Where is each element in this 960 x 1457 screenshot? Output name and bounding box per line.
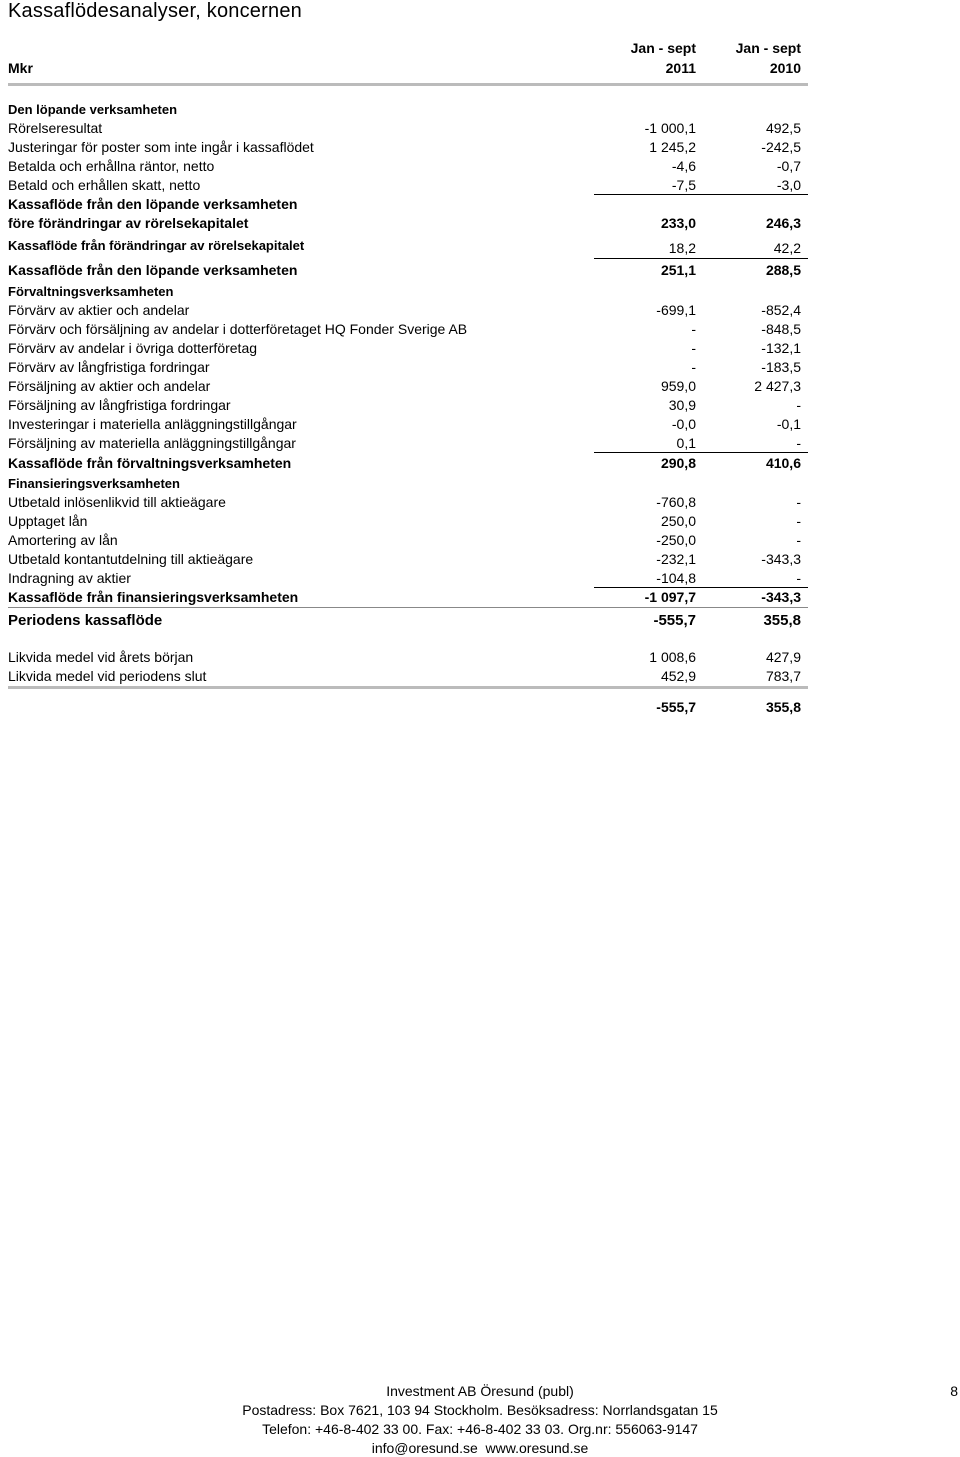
table-row: Betalda och erhållna räntor, netto -4,6 -0,7 [8, 158, 801, 174]
total-row-operating: Kassaflöde från den löpande verksamheten 251,1 288,5 [8, 262, 801, 278]
check-sum-row: -555,7 355,8 [656, 699, 801, 715]
col1-header-line2: 2011 [665, 60, 696, 76]
subtotal-rule [594, 452, 808, 453]
subtotal-label-line1: Kassaflöde från den löpande verksamheten [8, 196, 298, 212]
table-row: Rörelseresultat -1 000,1 492,5 [8, 120, 801, 136]
page-title: Kassaflödesanalyser, koncernen [8, 0, 302, 22]
col2-header-line1: Jan - sept [735, 40, 801, 56]
closing-rule [8, 686, 808, 689]
table-row: Amortering av lån -250,0 - [8, 532, 801, 548]
footer-company: Investment AB Öresund (publ) [386, 1383, 574, 1399]
table-row: Försäljning av aktier och andelar 959,0 2 427,3 [8, 378, 801, 394]
table-row: Försäljning av långfristiga fordringar 30,9 - [8, 397, 801, 413]
table-row: Indragning av aktier -104,8 - [8, 570, 801, 586]
column-header [8, 40, 808, 82]
table-row: Likvida medel vid periodens slut 452,9 783,7 [8, 668, 801, 684]
table-row: Kassaflöde från förändringar av rörelsekapitalet 18,2 42,2 [8, 238, 801, 256]
total-row-management: Kassaflöde från förvaltningsverksamheten 290,8 410,6 [8, 455, 801, 471]
table-row: Betald och erhållen skatt, netto -7,5 -3,0 [8, 177, 801, 193]
table-row: Utbetald inlösenlikvid till aktieägare -760,8 - [8, 494, 801, 510]
unit-label: Mkr [8, 60, 33, 76]
page-number: 8 [950, 1383, 958, 1399]
total-rule [8, 607, 808, 608]
period-cashflow-row: Periodens kassaflöde -555,7 355,8 [8, 612, 801, 629]
section-heading-operating: Den löpande verksamheten [8, 102, 178, 117]
table-row: Förvärv av långfristiga fordringar - -183,5 [8, 359, 801, 375]
table-row: Förvärv av aktier och andelar -699,1 -852,4 [8, 302, 801, 318]
footer-web: info@oresund.se www.oresund.se [371, 1440, 589, 1456]
table-row: Förvärv av andelar i övriga dotterföretag - -132,1 [8, 340, 801, 356]
subtotal-row: före förändringar av rörelsekapitalet 233,0 246,3 [8, 215, 801, 231]
col1-header-line1: Jan - sept [630, 40, 696, 56]
table-row: Likvida medel vid årets början 1 008,6 427,9 [8, 649, 801, 665]
table-row: Justeringar för poster som inte ingår i kassaflödet 1 245,2 -242,5 [8, 139, 801, 155]
col2-header-line2: 2010 [769, 60, 801, 76]
table-row: Investeringar i materiella anläggningstillgångar -0,0 -0,1 [8, 416, 801, 432]
table-row: Utbetald kontantutdelning till aktieägare -232,1 -343,3 [8, 551, 801, 567]
header-rule [8, 83, 808, 86]
subtotal-rule [594, 258, 808, 259]
total-row-financing: Kassaflöde från finansieringsverksamheten -1 097,7 -343,3 [8, 589, 801, 605]
section-heading-financing: Finansieringsverksamheten [8, 476, 180, 491]
table-row: Försäljning av materiella anläggningstillgångar 0,1 - [8, 435, 801, 451]
table-row: Förvärv och försäljning av andelar i dotterföretaget HQ Fonder Sverige AB - -848,5 [8, 321, 801, 337]
footer-phone: Telefon: +46-8-402 33 00. Fax: +46-8-402 33 03. Org.nr: 556063-9147 [262, 1421, 698, 1437]
footer-address: Postadress: Box 7621, 103 94 Stockholm. Besöksadress: Norrlandsgatan 15 [242, 1402, 718, 1418]
table-row: Upptaget lån 250,0 - [8, 513, 801, 529]
section-heading-management: Förvaltningsverksamheten [8, 284, 174, 299]
